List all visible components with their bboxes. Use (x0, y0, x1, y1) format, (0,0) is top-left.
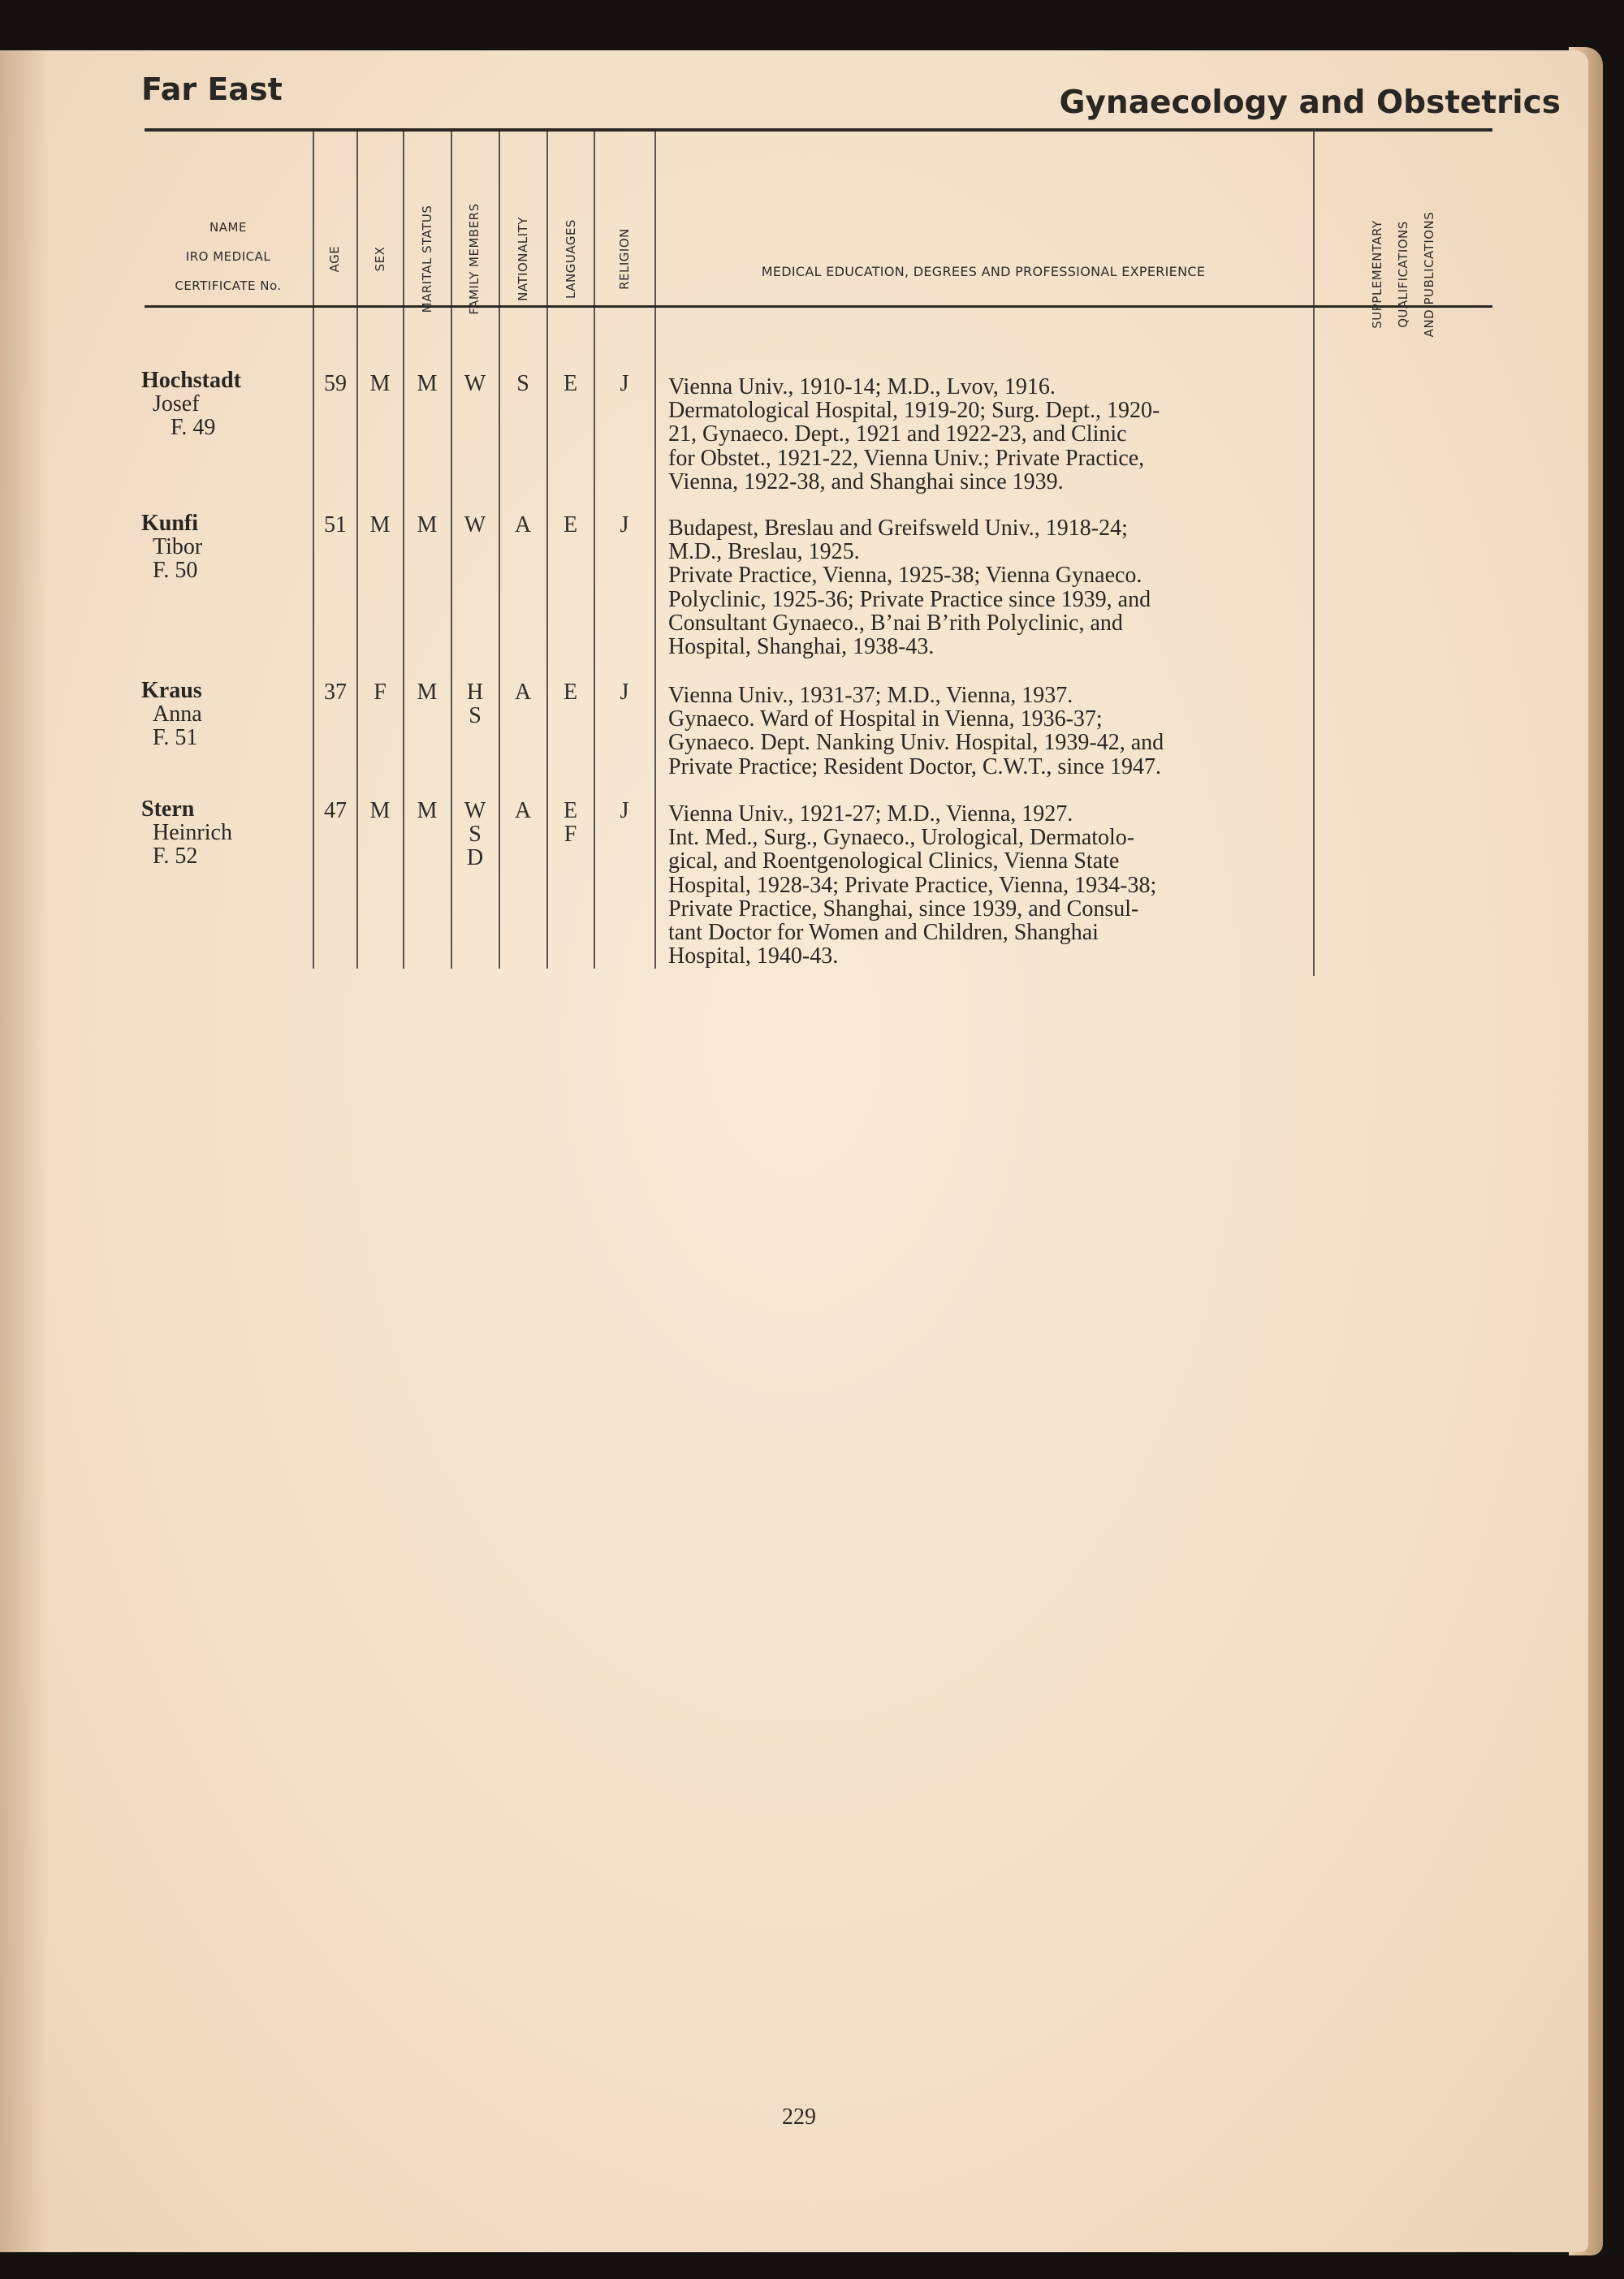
table-header-rule (145, 305, 1492, 308)
entry-age: 37 (324, 680, 347, 705)
header-sex: SEX (373, 246, 387, 272)
education-line: Private Practice, Shanghai, since 1939, and Consul- (668, 896, 1139, 922)
page-number: 229 (782, 2104, 816, 2130)
header-name-line: IRO MEDICAL (185, 249, 271, 264)
entry-religion: J (620, 680, 629, 705)
entry-surname: Kunfi (141, 511, 199, 536)
entry-family-code: W (464, 512, 486, 537)
header-supplementary-line: QUALIFICATIONS (1396, 221, 1410, 328)
entry-religion: J (620, 371, 629, 396)
education-line: Hospital, 1928-34; Private Practice, Vienna, 1934-38; (668, 872, 1157, 898)
education-line: Polyclinic, 1925-36; Private Practice since 1939, and (668, 586, 1151, 612)
education-line: M.D., Breslau, 1925. (668, 539, 860, 565)
col-divider (451, 132, 452, 305)
col-divider (403, 132, 404, 305)
entry-surname: Stern (141, 796, 195, 822)
header-supplementary-line: AND PUBLICATIONS (1422, 211, 1436, 338)
education-line: Budapest, Breslau and Greifsweld Univ., 1918-24; (668, 516, 1128, 541)
entry-education (668, 516, 1295, 658)
entry-languages (547, 513, 594, 537)
education-line: Gynaeco. Dept. Nanking Univ. Hospital, 1939-42, and (668, 730, 1164, 756)
entry-certificate: F. 49 (171, 415, 216, 440)
education-line: Vienna Univ., 1921-27; M.D., Vienna, 1927. (668, 801, 1073, 827)
entry-sex: M (369, 371, 391, 396)
entry-family-code: W (464, 798, 486, 823)
education-line: Vienna Univ., 1931-37; M.D., Vienna, 1937. (668, 683, 1073, 708)
entry-nationality: S (516, 371, 529, 396)
entry-family-code: S (469, 703, 482, 728)
entry-certificate: F. 52 (153, 844, 198, 869)
col-divider (313, 132, 314, 305)
entry-family-code: S (469, 822, 482, 847)
entry-family (451, 799, 499, 870)
header-name-line: CERTIFICATE No. (175, 278, 282, 293)
entry-age: 47 (324, 798, 347, 823)
col-divider (594, 308, 595, 969)
entry-age: 51 (324, 512, 347, 537)
entry-name (141, 369, 241, 439)
education-line: gical, and Roentgenological Clinics, Vienna State (668, 848, 1120, 874)
entry-name (141, 679, 202, 749)
education-line: Vienna, 1922-38, and Shanghai since 1939. (668, 468, 1064, 494)
col-divider (654, 308, 656, 969)
col-divider (1313, 308, 1315, 976)
header-supplementary-line: SUPPLEMENTARY (1370, 220, 1384, 329)
entry-languages (547, 372, 594, 395)
entry-languages (547, 799, 594, 846)
education-line: for Obstet., 1921-22, Vienna Univ.; Private Practice, (668, 445, 1145, 471)
col-divider (313, 308, 314, 969)
entry-religion: J (620, 798, 629, 823)
header-languages: LANGUAGES (564, 219, 578, 299)
entry-languages (547, 680, 594, 704)
table-top-rule (145, 128, 1492, 132)
entry-marital: M (417, 512, 438, 537)
entry-given-name: Josef (153, 391, 200, 417)
education-line: Hospital, Shanghai, 1938-43. (668, 634, 935, 660)
entry-family (451, 680, 499, 727)
header-nationality: NATIONALITY (516, 217, 530, 301)
education-line: Private Practice; Resident Doctor, C.W.T., since 1947. (668, 753, 1161, 779)
col-divider (1313, 132, 1315, 305)
entry-family-code: D (466, 845, 484, 870)
header-specialty: Gynaecology and Obstetrics (1059, 84, 1561, 121)
entry-sex: M (369, 512, 391, 537)
header-family-members: FAMILY MEMBERS (467, 203, 482, 315)
col-divider (403, 308, 404, 969)
header-age: AGE (327, 245, 342, 273)
col-divider (546, 132, 548, 305)
entry-certificate: F. 50 (153, 558, 198, 583)
entry-language-code: E (563, 512, 578, 537)
header-region: Far East (141, 71, 283, 107)
col-divider (499, 132, 500, 305)
entry-family-code: H (466, 680, 484, 705)
entry-education (668, 375, 1295, 494)
entry-nationality: A (514, 680, 532, 705)
header-education: MEDICAL EDUCATION, DEGREES AND PROFESSIONAL EXPERIENCE (761, 264, 1206, 279)
education-line: tant Doctor for Women and Children, Shanghai (668, 920, 1099, 946)
entry-family (451, 513, 499, 537)
entry-language-code: E (563, 798, 578, 823)
header-supplementary (1364, 189, 1442, 360)
education-line: Gynaeco. Ward of Hospital in Vienna, 1936-37; (668, 706, 1103, 732)
header-name (145, 213, 312, 300)
entry-family (451, 372, 499, 395)
entry-nationality: A (514, 798, 532, 823)
header-religion: RELIGION (617, 228, 632, 290)
col-divider (356, 132, 358, 305)
entry-religion: J (620, 512, 629, 537)
education-line: 21, Gynaeco. Dept., 1921 and 1922-23, and Clinic (668, 421, 1127, 447)
education-line: Dermatological Hospital, 1919-20; Surg. Dept., 1920- (668, 398, 1160, 424)
header-name-line: NAME (209, 220, 247, 235)
education-line: Int. Med., Surg., Gynaeco., Urological, Dermatolo- (668, 825, 1135, 851)
entry-marital: M (417, 680, 438, 705)
binding-shadow (0, 50, 49, 2252)
col-divider (499, 308, 500, 969)
entry-certificate: F. 51 (153, 725, 198, 750)
entry-surname: Kraus (141, 678, 202, 703)
education-line: Hospital, 1940-43. (668, 943, 839, 969)
entry-nationality: A (514, 512, 532, 537)
entry-education (668, 802, 1295, 968)
education-line: Consultant Gynaeco., B’nai B’rith Polyclinic, and (668, 610, 1123, 636)
entry-sex: F (374, 680, 387, 705)
entry-family-code: W (464, 371, 486, 396)
entry-age: 59 (324, 371, 347, 396)
entry-language-code: F (564, 822, 577, 847)
education-line: Private Practice, Vienna, 1925-38; Vienna Gynaeco. (668, 563, 1142, 589)
entry-marital: M (417, 371, 438, 396)
entry-sex: M (369, 798, 391, 823)
entry-language-code: E (563, 680, 578, 705)
entry-education (668, 684, 1295, 779)
entry-given-name: Anna (153, 701, 202, 727)
entry-marital: M (417, 798, 438, 823)
header-marital-status: MARITAL STATUS (420, 205, 434, 313)
education-line: Vienna Univ., 1910-14; M.D., Lvov, 1916. (668, 374, 1056, 399)
entry-given-name: Tibor (153, 534, 203, 559)
entry-language-code: E (563, 371, 578, 396)
col-divider (356, 308, 358, 969)
entry-name (141, 511, 202, 582)
entry-surname: Hochstadt (141, 368, 241, 393)
entry-name (141, 797, 232, 868)
col-divider (546, 308, 548, 969)
col-divider (594, 132, 595, 305)
entry-given-name: Heinrich (153, 820, 232, 845)
